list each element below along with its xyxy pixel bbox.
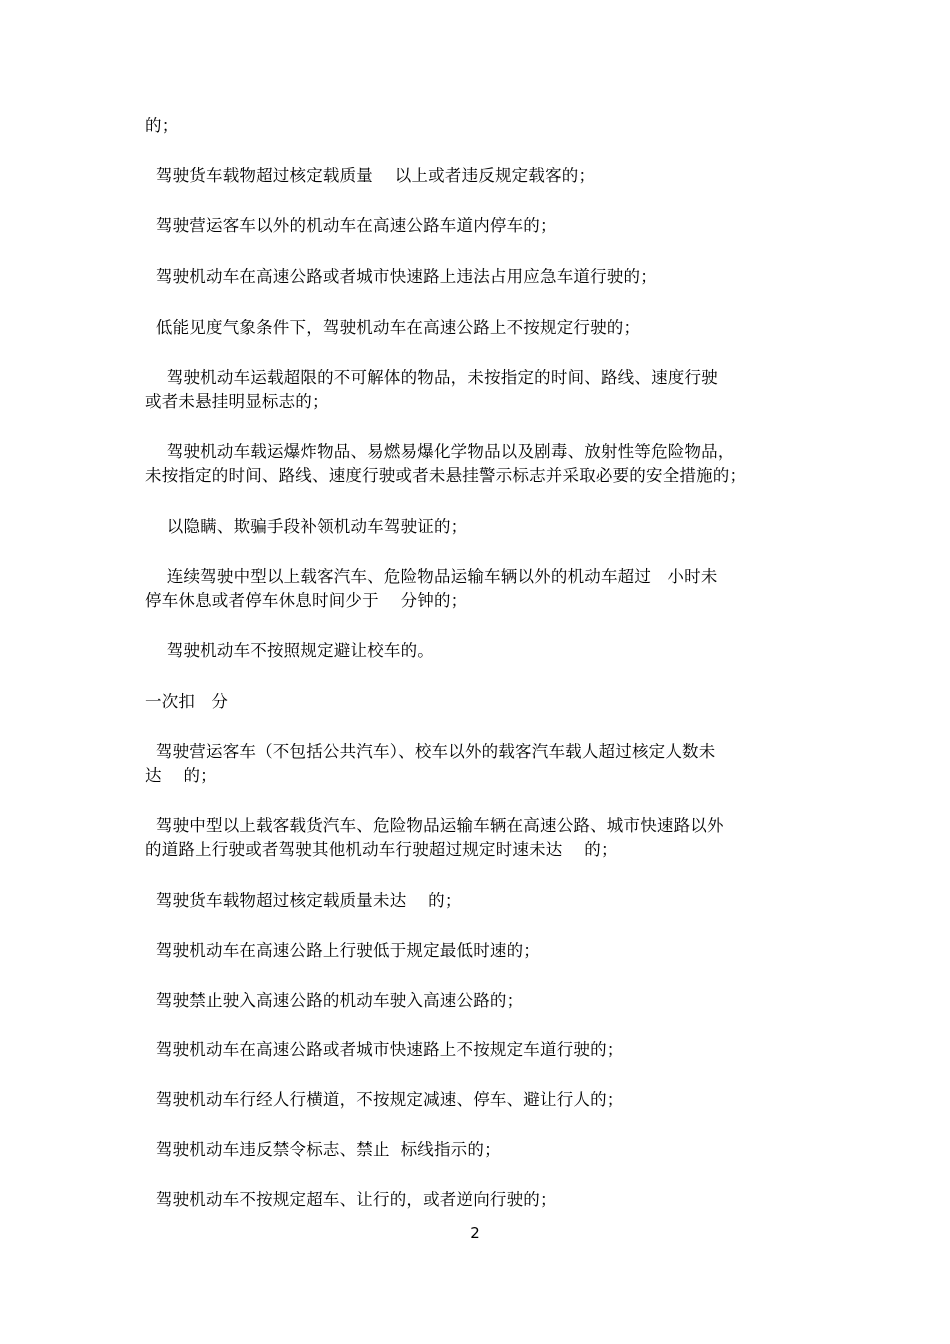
text-line: 驾驶机动车运载超限的不可解体的物品，未按指定的时间、路线、速度行驶 [145,368,718,387]
text-line: 驾驶禁止驶入高速公路的机动车驶入高速公路的； [145,991,524,1010]
section-heading: 一次扣 分 [145,692,229,711]
text-line: 驾驶机动车在高速公路或者城市快速路上不按规定车道行驶的； [145,1040,624,1059]
text-line: 驾驶货车载物超过核定载质量 以上或者违反规定载客的； [145,166,596,185]
text-line: 低能见度气象条件下，驾驶机动车在高速公路上不按规定行驶的； [145,318,641,337]
text-line: 驾驶营运客车（不包括公共汽车）、校车以外的载客汽车载人超过核定人数未 [145,742,716,761]
text-line: 或者未悬挂明显标志的； [145,392,329,411]
text-line: 驾驶机动车行经人行横道，不按规定减速、停车、避让行人的； [145,1090,624,1109]
text-line: 驾驶机动车载运爆炸物品、易燃易爆化学物品以及剧毒、放射性等危险物品， [145,442,735,461]
text-line: 驾驶机动车在高速公路上行驶低于规定最低时速的； [145,941,540,960]
text-line: 驾驶机动车违反禁令标志、禁止 标线指示的； [145,1140,501,1159]
text-line: 未按指定的时间、路线、速度行驶或者未悬挂警示标志并采取必要的安全措施的； [145,466,747,485]
text-line: 的； [145,116,179,135]
text-line: 驾驶机动车不按照规定避让校车的。 [145,641,434,660]
text-line: 驾驶货车载物超过核定载质量未达 的； [145,891,462,910]
page-number: 2 [470,1224,480,1242]
text-line: 驾驶机动车在高速公路或者城市快速路上违法占用应急车道行驶的； [145,267,657,286]
text-line: 驾驶营运客车以外的机动车在高速公路车道内停车的； [145,216,557,235]
text-line: 的道路上行驶或者驾驶其他机动车行驶超过规定时速未达 的； [145,840,618,859]
text-line: 停车休息或者停车休息时间少于 分钟的； [145,591,468,610]
text-line: 达 的； [145,766,217,785]
text-line: 驾驶中型以上载客载货汽车、危险物品运输车辆在高速公路、城市快速路以外 [145,816,724,835]
text-line: 驾驶机动车不按规定超车、让行的，或者逆向行驶的； [145,1190,557,1209]
text-line: 以隐瞒、欺骗手段补领机动车驾驶证的； [145,517,468,536]
text-line: 连续驾驶中型以上载客汽车、危险物品运输车辆以外的机动车超过 小时未 [145,567,718,586]
